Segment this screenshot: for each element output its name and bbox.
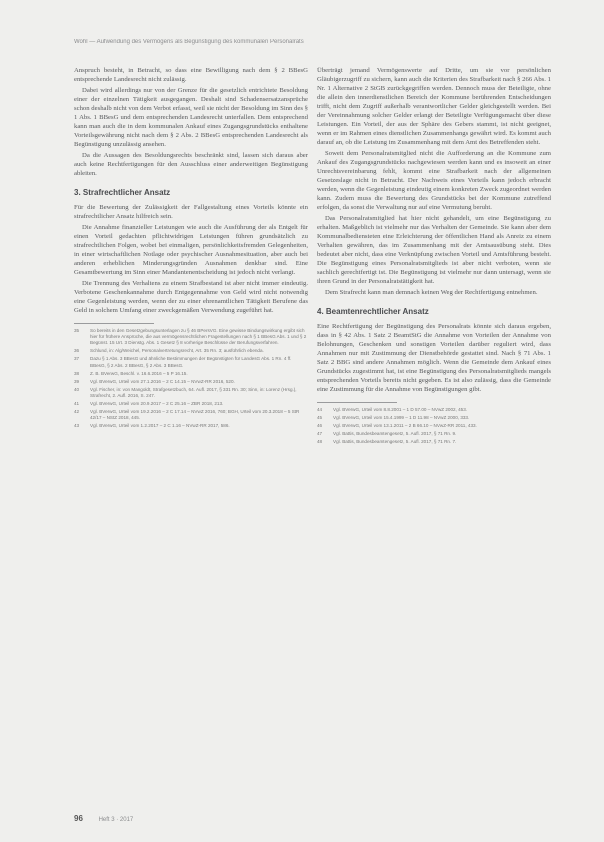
paragraph: Die Annahme finanzieller Leistungen wie auch die Ausführung der als Entgelt für einen Vorteil gedachten pflichtwidrigen Leistungen führen grundsätzlich zu strafrechtlichen Folgen, wobei bei einmaligen, persönlichkeitsfremden Gelegenheiten, in einer wirtschaftlichen Notlage oder psychischer Ausnahmesituation, aber auch bei anderen erheblichen Minderungsgründen Ausnahmen denkbar sind. Eine Gesamtbewertung im Sinn einer Mandantenentscheidung ist jedoch nicht verlangt. — [74, 224, 308, 276]
footnote-number: 46 — [317, 423, 323, 428]
footnote-number: 38 — [74, 370, 80, 376]
footnote-text: Vgl. Fischer, in: von Mangoldt, Strafgesetzbuch, 64. Aufl. 2017, § 331 Rn. 30; Sinn, in: Lorenz (Hrsg.), Strafrecht, 2. Aufl. 2016, S. 247. — [90, 386, 297, 398]
paragraph: Für die Bewertung der Zulässigkeit der Fallgestaltung eines Vorteils könnte ein strafrechtlicher Ansatz hilfreich sein. — [74, 204, 308, 220]
footnote — [74, 328, 308, 347]
footnote — [317, 415, 551, 421]
footnote — [74, 356, 308, 368]
running-header: Wohl — Aufwendung des Vermögens als Begünstigung des kommunalen Personalrats — [74, 39, 304, 45]
footnote-number: 43 — [74, 423, 80, 429]
footnote-number: 35 — [74, 328, 80, 333]
left-column — [74, 66, 308, 431]
footnote-number: 39 — [74, 378, 80, 384]
footnote — [317, 423, 551, 429]
footnote-number: 48 — [317, 439, 323, 444]
footnote-divider — [317, 402, 397, 403]
footnote-text: Schlund, in: Alg/Weichel, Personalvertretungsrecht, Art. 35 Rn. 3; ausführlich ebenda. — [90, 348, 264, 354]
page-footer — [74, 814, 133, 823]
paragraph: Dem Strafrecht kann man demnach keinen Weg der Rechtfertigung entnehmen. — [325, 289, 538, 296]
footnote — [74, 387, 308, 399]
footnote-number: 37 — [74, 356, 80, 362]
footnote — [74, 409, 308, 421]
footnote-number: 44 — [317, 407, 323, 412]
section-heading: 4. Beamtenrechtlicher Ansatz — [317, 307, 429, 316]
footnote-text: Vgl. BVerwG, Urteil vom 20.9.2017 – 2 C 25.16 – ZBR 2018, 213. — [90, 400, 224, 406]
footnote-text: Vgl. BVerwG, Urteil vom 8.8.2001 – 1 D 57.00 – NVwZ 2002, 453. — [333, 407, 468, 412]
footnotes — [74, 328, 308, 429]
footnote-text: Vgl. BVerwG, Urteil vom 19.2.2016 – 2 C 17.14 – NVwZ 2016, 760; BGH, Urteil vom 20.3.2018 – 5 StR 42/17 – NStZ 2018, 445. — [90, 408, 300, 421]
footnote — [74, 348, 308, 354]
footnote-text: Vgl. BVerwG, Urteil vom 27.1.2016 – 2 C 14.15 – NVwZ-RR 2016, 520. — [90, 378, 235, 384]
footnote-number: 41 — [74, 400, 80, 406]
footnotes — [317, 407, 551, 445]
paragraph: Überträgt jemand Vermögenswerte auf Dritte, um sie vor persönlichen Gläubigerzugriff zu sichern, kann auch die Kriterien des Strafbarkeit nach § 266 Abs. 1 Nr. 1 Alternative 2 StGB zurückgegriffen werden. Dennoch muss der Beteiligte, ohne die allein den innerdienstlichen Bereich der Kommune berührenden Entscheidungen trifft, nicht dem Zugriff außerhalb verantwortlicher Gelder gleichgestellt werden. Bei der Vereinnahmung solcher Gelder erlangt der Beteiligte Verfügungsmacht über diese Leistungen. Ein Vorteil, der aus der Sphäre des Gebers stammt, ist nicht geeignet, wenn er im Rahmen eines dienstlichen Zusammenhangs gewährt wird. Es kommt auch darauf an, ob die Leistung im Zusammenhang mit dem Amt des Betreffenden steht. — [317, 67, 551, 146]
footnote-number: 42 — [74, 408, 80, 414]
footnote-text: Vgl. BVerwG, Urteil vom 15.4.1999 – 1 D 11.98 – NVwZ 2000, 333. — [333, 415, 470, 420]
footnote-number: 45 — [317, 415, 323, 420]
footnote-text: Vgl. BVerwG, Urteil vom 13.1.2011 – 2 B 66.10 – NVwZ-RR 2011, 433. — [333, 423, 477, 428]
footnote-text: So bereits in den Gesetzgebungsunterlagen zu § 46 BPersVG. Eine gewisse Bindungswirkung ergibt sich hier für frühere Ansprüche, die aus vermögensrechtlichen Fragestellungen nach § 1 BBesG Abs. 1 und § 2 Begünst. 15 Urt. 3 Dienstg. Abs. 1 Gesetz § 8 vorherige Beschlüsse der Berufungsverfahren. — [90, 328, 307, 346]
footnote — [317, 431, 551, 437]
paragraph: Die Trennung des Verhaltens zu einem Strafbestand ist aber nicht immer eindeutig. Verbotene Geschenkannahme durch Entgegennahme von Geld wird nicht notwendig eine Gegenleistung werden, wenn der zu einer ehrenamtlichen Tätigkeit Berufene das Geld in solchem Umfang einer zweckgemäßen Verwendung zugeführt hat. — [74, 280, 308, 314]
footnote-text: Dazu § 1 Abs. 3 BBesG und ähnliche Bestimmungen der Begünstigten für LandesG Abs. 1 Rn. 4 ff. BBesG, § 2 Abs. 2 BBesG, § 2 Abs. 3 BBesG. — [90, 356, 292, 368]
footnote-text: Vgl. Battis, Bundesbeamtengesetz, 5. Aufl. 2017, § 71 Rn. 9. — [333, 431, 457, 436]
paragraph: Dabei wird allerdings nur von der Grenze für die gesetzlich entrichtete Besoldung einer der einzelnen Tätigkeit ausgegangen. Deshalt sind Schadensersatzansprüche schon deshalb nicht von dem Verbot erfasst, weil sie nicht der Besoldung im Sinn des § 1 Abs. 1 BBesG und dem entsprechenden Landesrecht unterfallen. Dem entsprechend kann man auch die in dem kommunalen Ankauf eines Zugangsgrundstücks enthaltene Vorteilsgewährung nicht nach dem § 2 Abs. 2 BBesG entsprechenden Landesrecht als Begünstigung unzulässig ansehen. — [74, 87, 308, 148]
footnote — [317, 439, 551, 445]
paragraph: Eine Rechtfertigung der Begünstigung des Personalrats könnte sich daraus ergeben, dass in § 42 Abs. 1 Satz 2 BeamtStG die Annahme von Vorteilen der Annahme von Belohnungen, Geschenken und sonstigen Vorteilen darüber reguliert wird, dass Annahmen nur mit Zustimmung der Dienstbehörde gestattet sind. Nach § 71 Abs. 1 Satz 2 BBG sind andere Annahmen möglich. Wenn die Gemeinde dem Ankauf eines Grundstücks zugestimmt hat, ist eine Begünstigung des Personalratsmitglieds mangels entsprechenden Vorteils bereits nicht gegeben. Es ist also zulässig, dass die Gemeinde eine Zustimmung für die Annahme von Begünstigungen gibt. — [317, 323, 551, 393]
footnote-text: Z. B. BVerwG, Beschl. v. 16.6.2016 – 5 P 16.15. — [90, 370, 188, 376]
footnote — [74, 379, 308, 385]
paragraph: Anspruch besteht, in Betracht, so dass eine Bewilligung nach dem § 2 BBesG entsprechende Landesrecht nicht zulässig. — [74, 67, 308, 83]
paragraph: Das Personalratsmitglied hat hier nicht gehandelt, um eine Begünstigung zu erhalten. Maßgeblich ist vielmehr nur das Verhalten der Gemeinde. Sie kann aber dem Kommunalbediensteten eine Erleichterung der öffentlichen Hand als Anreiz zu einem Verhalten gewähren, das im Zusammenhang mit der Amtsausübung steht. Dies bedeutet aber nicht, dass eine Verknüpfung zwischen Vorteil und Amtsführung besteht. Die Begünstigung eines Personalratsmitglieds ist aber nicht verboten, wenn sie sachlich gerechtfertigt ist. Die Begünstigung ist vielmehr nur dann untersagt, wenn sie ihren Grund in der Personalratstätigkeit hat. — [317, 215, 551, 285]
paragraph: Soweit dem Personalratsmitglied nicht die Aufforderung an die Kommune zum Ankauf des Zugangsgrundstücks nachgewiesen werden kann und es insoweit an einer Unrechtsvereinbarung fehlt, kommt eine Strafbarkeit nach der allgemeinen Gesetzeslage nicht in Betracht. Der Nachweis eines Vorteils kann jedoch erbracht werden, wenn die Gegenleistung eindeutig einem konkreten Zweck zugeordnet werden kann. Zudem muss die Bewertung des Grundstücks bei der Kommune zutreffend erfolgen, da sonst die Verwaltung nur auf eine Vermutung beruht. — [317, 150, 551, 211]
page-number: 96 — [74, 814, 83, 823]
footnote-text: Vgl. Battis, Bundesbeamtengesetz, 5. Aufl. 2017, § 71 Rn. 7. — [333, 439, 457, 444]
footnote-number: 40 — [74, 386, 80, 392]
footnote-text: Vgl. BVerwG, Urteil vom 1.2.2017 – 2 C 1.16 – NVwZ-RR 2017, 586. — [90, 423, 230, 429]
footnote — [317, 407, 551, 413]
footnote — [74, 371, 308, 377]
issue-label: Heft 3 · 2017 — [98, 817, 134, 823]
paragraph: Da die Aussagen des Besoldungsrechts beschränkt sind, lassen sich daraus aber auch keine Rechtfertigungen für den Ausschluss einer anderweitigen Begünstigung ableiten. — [74, 152, 308, 177]
right-column — [317, 66, 551, 447]
section-heading: 3. Strafrechtlicher Ansatz — [74, 188, 171, 197]
footnote — [74, 401, 308, 407]
footnote-number: 36 — [74, 348, 80, 354]
footnote — [74, 423, 308, 429]
footnote-divider — [74, 323, 154, 324]
footnote-number: 47 — [317, 431, 323, 436]
